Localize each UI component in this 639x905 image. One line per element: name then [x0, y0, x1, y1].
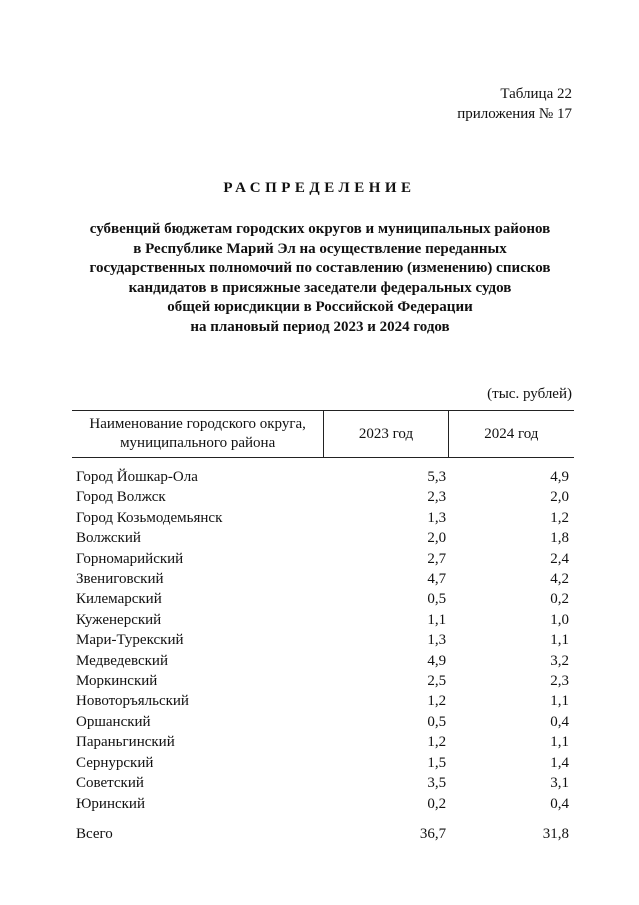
value-2024: 0,2 — [550, 591, 569, 608]
value-2024: 4,9 — [550, 469, 569, 485]
table-row — [72, 458, 574, 488]
district-name: Мари-Турекский — [76, 632, 184, 649]
table-row — [72, 691, 574, 711]
district-name: Сернурский — [76, 754, 154, 771]
header-name-line: Наименование городского округа, — [89, 416, 306, 432]
value-2023: 1,5 — [427, 754, 447, 771]
district-name: Город Козьмодемьянск — [76, 509, 223, 526]
value-2024: 4,2 — [550, 571, 569, 588]
value-2023: 0,2 — [427, 795, 447, 812]
table-row — [72, 794, 574, 814]
units-label: (тыс. рублей) — [487, 386, 572, 402]
header-district-name — [72, 411, 324, 458]
district-name: Волжский — [76, 530, 141, 547]
value-2024: 1,0 — [550, 611, 569, 628]
value-2023: 3,5 — [427, 775, 447, 792]
value-2023: 2,3 — [427, 489, 447, 506]
total-label: Всего — [76, 825, 113, 842]
value-2023: 2,0 — [427, 530, 447, 547]
value-2023: 5,3 — [427, 469, 447, 485]
district-name: Советский — [76, 775, 144, 792]
header-name-line: муниципального района — [120, 435, 276, 451]
value-2023: 1,2 — [427, 734, 447, 751]
distribution-table — [72, 410, 574, 844]
value-2024: 1,1 — [550, 632, 569, 649]
value-2023: 2,7 — [427, 550, 447, 567]
table-row — [72, 487, 574, 507]
value-2024: 2,4 — [550, 550, 569, 567]
table-header — [72, 411, 574, 458]
subtitle-line: кандидатов в присяжные заседатели федеральных судов — [128, 279, 512, 296]
district-name: Медведевский — [76, 652, 168, 669]
value-2024: 0,4 — [550, 713, 569, 730]
value-2023: 4,7 — [427, 571, 447, 588]
header-year-2023: 2023 год — [324, 411, 448, 458]
subtitle-line: субвенций бюджетам городских округов и муниципальных районов — [89, 221, 551, 237]
document-subtitle — [60, 220, 580, 337]
district-name: Юринский — [76, 795, 145, 812]
header-row — [72, 411, 574, 458]
value-2023: 0,5 — [427, 591, 447, 608]
table-row — [72, 753, 574, 773]
total-value-2024: 31,8 — [542, 825, 569, 842]
value-2024: 2,0 — [550, 489, 569, 506]
district-name: Оршанский — [76, 713, 151, 730]
subtitle-line: на плановый период 2023 и 2024 годов — [190, 318, 450, 335]
header-year-2024: 2024 год — [448, 411, 574, 458]
district-name: Звениговский — [76, 571, 164, 588]
district-name: Параньгинский — [76, 734, 175, 751]
subtitle-line: государственных полномочий по составлению (изменению) списков — [89, 260, 551, 276]
value-2024: 1,1 — [550, 734, 569, 751]
district-name: Новоторъяльский — [76, 693, 189, 710]
table-row — [72, 610, 574, 630]
value-2024: 0,4 — [550, 795, 569, 812]
table-reference — [457, 84, 572, 124]
table-row — [72, 549, 574, 569]
value-2024: 1,1 — [550, 693, 569, 710]
reference-table-number: Таблица 22 — [500, 86, 572, 102]
value-2024: 1,8 — [550, 530, 569, 547]
table-row — [72, 528, 574, 548]
table-row — [72, 712, 574, 732]
table-row — [72, 671, 574, 691]
district-name: Город Волжск — [76, 489, 166, 506]
district-name: Куженерский — [76, 611, 162, 628]
table-row — [72, 651, 574, 671]
reference-appendix-number: приложения № 17 — [457, 106, 572, 122]
district-name: Моркинский — [76, 673, 158, 690]
value-2023: 2,5 — [427, 673, 447, 690]
value-2023: 4,9 — [427, 652, 447, 669]
subtitle-line: общей юрисдикции в Российской Федерации — [167, 299, 473, 315]
value-2024: 1,4 — [550, 754, 569, 771]
subtitle-line: в Республике Марий Эл на осуществление переданных — [133, 240, 507, 257]
value-2023: 0,5 — [427, 713, 447, 730]
district-name: Город Йошкар-Ола — [76, 469, 198, 485]
value-2024: 3,2 — [550, 652, 569, 669]
district-name: Горномарийский — [76, 550, 184, 567]
table-row — [72, 773, 574, 793]
value-2023: 1,3 — [427, 632, 447, 649]
table-row — [72, 732, 574, 752]
total-row — [72, 814, 574, 844]
table-row — [72, 630, 574, 650]
document-title: РАСПРЕДЕЛЕНИЕ — [223, 180, 416, 196]
district-name: Килемарский — [76, 591, 162, 608]
value-2023: 1,3 — [427, 509, 447, 526]
table-row — [72, 589, 574, 609]
value-2024: 2,3 — [550, 673, 569, 690]
value-2024: 1,2 — [550, 509, 569, 526]
value-2024: 3,1 — [550, 775, 569, 792]
value-2023: 1,2 — [427, 693, 447, 710]
total-value-2023: 36,7 — [419, 825, 447, 842]
value-2023: 1,1 — [427, 611, 447, 628]
table-body — [72, 458, 574, 845]
table-row — [72, 569, 574, 589]
table-row — [72, 508, 574, 528]
